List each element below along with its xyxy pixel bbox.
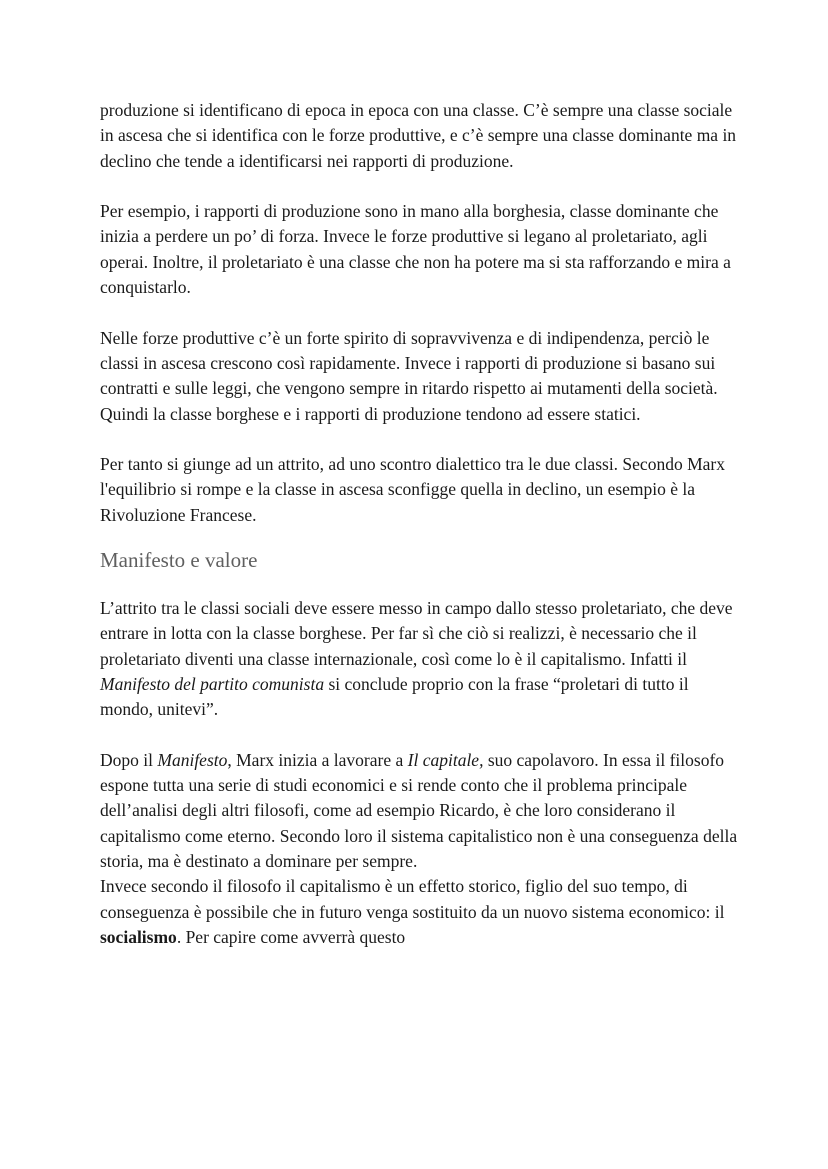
italic-title: Manifesto [157, 749, 228, 770]
paragraph-attrito: Per tanto si giunge ad un attrito, ad uno scontro dialettico tra le due classi. Secondo Marx l'equilibrio si rompe e la classe in ascesa sconfigge quella in declino, un esempio è la Rivoluzione Francese. [100, 454, 725, 525]
text-run: Invece secondo il filosofo il capitalismo è un effetto storico, figlio del suo tempo, di conseguenza è possibile che in futuro venga sostituito da un nuovo sistema economico: il [100, 876, 725, 922]
paragraph-esempio: Per esempio, i rapporti di produzione sono in mano alla borghesia, classe dominante che inizia a perdere un po’ di forza. Invece le forze produttive si legano al proletariato, agli operai. Inoltre, il proletariato è una classe che non ha potere ma si sta rafforzando e mira a conquistarlo. [100, 201, 731, 298]
section-heading: Manifesto e valore [100, 548, 258, 573]
paragraph-gap [100, 300, 740, 325]
text-run: , Marx inizia a lavorare a [227, 749, 408, 770]
italic-title: Manifesto del partito comunista [100, 673, 325, 694]
text-run: suo capolavoro. In essa il filosofo espone tutta una serie di studi economici e si rende conto che il problema principale dell’analisi degli altri filosofi, come ad esempio Ricardo, è che loro considerano il capitalismo come eterno. Secondo loro il sistema capitalistico non è una conseguenza della storia, ma è destinato a dominare per sempre. [100, 749, 738, 872]
paragraph-gap [100, 427, 740, 452]
text-run: Dopo il [100, 749, 158, 770]
bold-term: socialismo [100, 926, 177, 947]
paragraph-manifesto [100, 596, 740, 722]
paragraph-gap [100, 723, 740, 748]
document-page [100, 98, 740, 950]
italic-title: Il capitale, [407, 749, 484, 770]
paragraph-classi: produzione si identificano di epoca in epoca con una classe. C’è sempre una classe sociale in ascesa che si identifica con le forze produttive, e c’è sempre una classe dominante ma in declino che tende a identificarsi nei rapporti di produzione. [100, 100, 737, 171]
paragraph-capitale [100, 748, 740, 874]
text-run: . Per capire come avverrà questo [176, 926, 406, 947]
text-run: L’attrito tra le classi sociali deve essere messo in campo dallo stesso proletariato, che deve entrare in lotta con la classe borghese. Per far sì che ciò si realizzi, è necessario che il proletariato diventi una classe internazionale, così come lo è il capitalismo. Infatti il [100, 598, 733, 669]
paragraph-forze-produttive: Nelle forze produttive c’è un forte spirito di sopravvivenza e di indipendenza, perciò le classi in ascesa crescono così rapidamente. Invece i rapporti di produzione si basano sui contratti e sulle leggi, che vengono sempre in ritardo rispetto ai mutamenti della società. Quindi la classe borghese e i rapporti di produzione tendono ad essere statici. [100, 327, 718, 424]
paragraph-socialismo [100, 874, 740, 950]
text-run: si conclude proprio con la frase “proletari di tutto il mondo, unitevi”. [100, 673, 689, 720]
paragraph-gap [100, 174, 740, 199]
